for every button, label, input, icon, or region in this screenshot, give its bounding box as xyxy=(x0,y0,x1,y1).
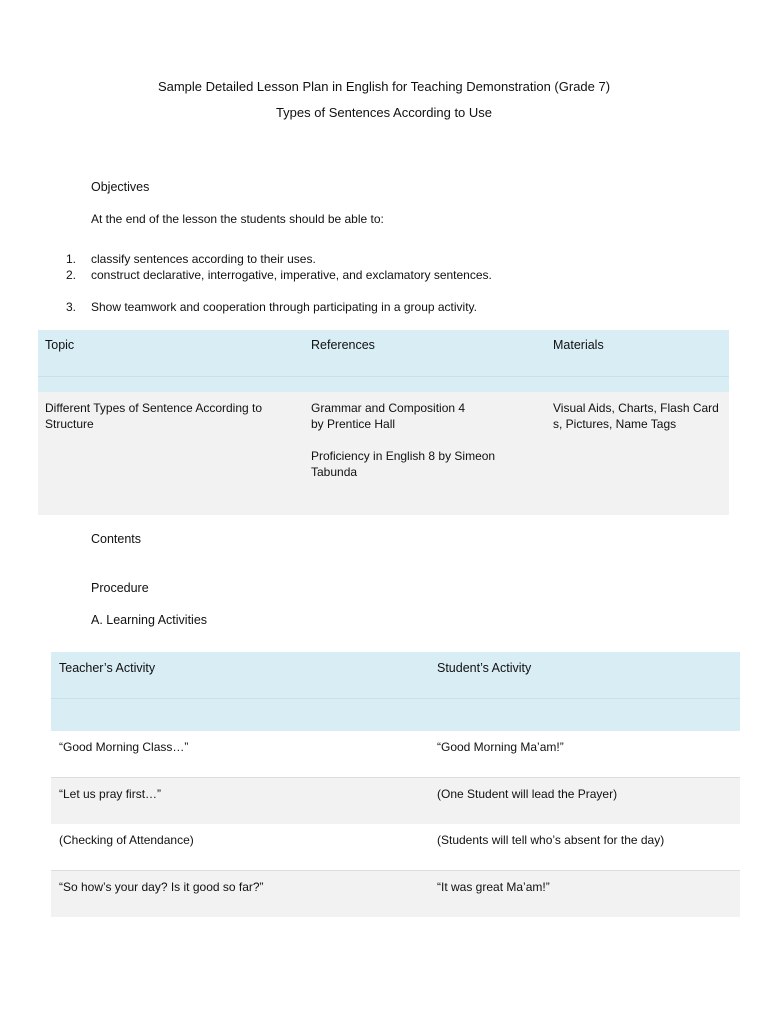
materials-value: Visual Aids, Charts, Flash Cards, Pictures, Name Tags xyxy=(553,401,719,431)
objectives-heading: Objectives xyxy=(91,180,150,194)
teacher-activity: (Checking of Attendance) xyxy=(59,833,194,847)
info-table-header xyxy=(38,330,729,376)
info-table-body xyxy=(38,392,729,515)
info-table xyxy=(38,330,729,515)
objective-item xyxy=(66,251,492,267)
objective-number: 3. xyxy=(66,300,77,314)
objective-item xyxy=(66,267,492,283)
activity-table-header-spacer xyxy=(51,698,740,731)
header-materials: Materials xyxy=(553,338,604,352)
objectives-intro: At the end of the lesson the students should be able to: xyxy=(91,212,384,226)
objective-text: Show teamwork and cooperation through participating in a group activity. xyxy=(91,300,477,314)
objective-text: classify sentences according to their uses. xyxy=(91,252,316,266)
student-activity: “Good Morning Ma’am!” xyxy=(437,740,564,754)
document-title: Sample Detailed Lesson Plan in English for Teaching Demonstration (Grade 7) xyxy=(157,79,611,94)
objectives-list xyxy=(66,251,492,315)
references-value xyxy=(311,400,546,480)
learning-activities-heading: A. Learning Activities xyxy=(91,613,208,627)
contents-heading: Contents xyxy=(91,532,142,546)
activity-table-header xyxy=(51,652,740,698)
table-row xyxy=(51,777,740,824)
procedure-heading: Procedure xyxy=(91,581,149,595)
table-row xyxy=(51,870,740,917)
objective-number: 2. xyxy=(66,268,77,282)
activity-table xyxy=(51,652,740,917)
table-row xyxy=(51,731,740,777)
teacher-activity: “So how’s your day? Is it good so far?” xyxy=(59,880,264,894)
student-activity: (One Student will lead the Prayer) xyxy=(437,787,618,801)
table-row xyxy=(51,824,740,870)
header-student-activity: Student’s Activity xyxy=(437,661,532,675)
student-activity: (Students will tell who’s absent for the day) xyxy=(437,833,665,847)
reference-item: Proficiency in English 8 by Simeon Tabunda xyxy=(311,449,496,479)
student-activity: “It was great Ma’am!” xyxy=(437,880,550,894)
header-references: References xyxy=(311,338,375,352)
objective-item xyxy=(66,299,492,315)
header-topic: Topic xyxy=(45,338,75,352)
topic-value: Different Types of Sentence According to Structure xyxy=(45,401,263,431)
header-teacher-activity: Teacher’s Activity xyxy=(59,661,156,675)
objective-text: construct declarative, interrogative, imperative, and exclamatory sentences. xyxy=(91,268,492,282)
document-subtitle: Types of Sentences According to Use xyxy=(275,105,493,120)
info-table-header-spacer xyxy=(38,376,729,392)
reference-item: Grammar and Composition 4 by Prentice Hall xyxy=(311,401,466,431)
objective-number: 1. xyxy=(66,252,77,266)
teacher-activity: “Good Morning Class…” xyxy=(59,740,189,754)
teacher-activity: “Let us pray first…” xyxy=(59,787,162,801)
